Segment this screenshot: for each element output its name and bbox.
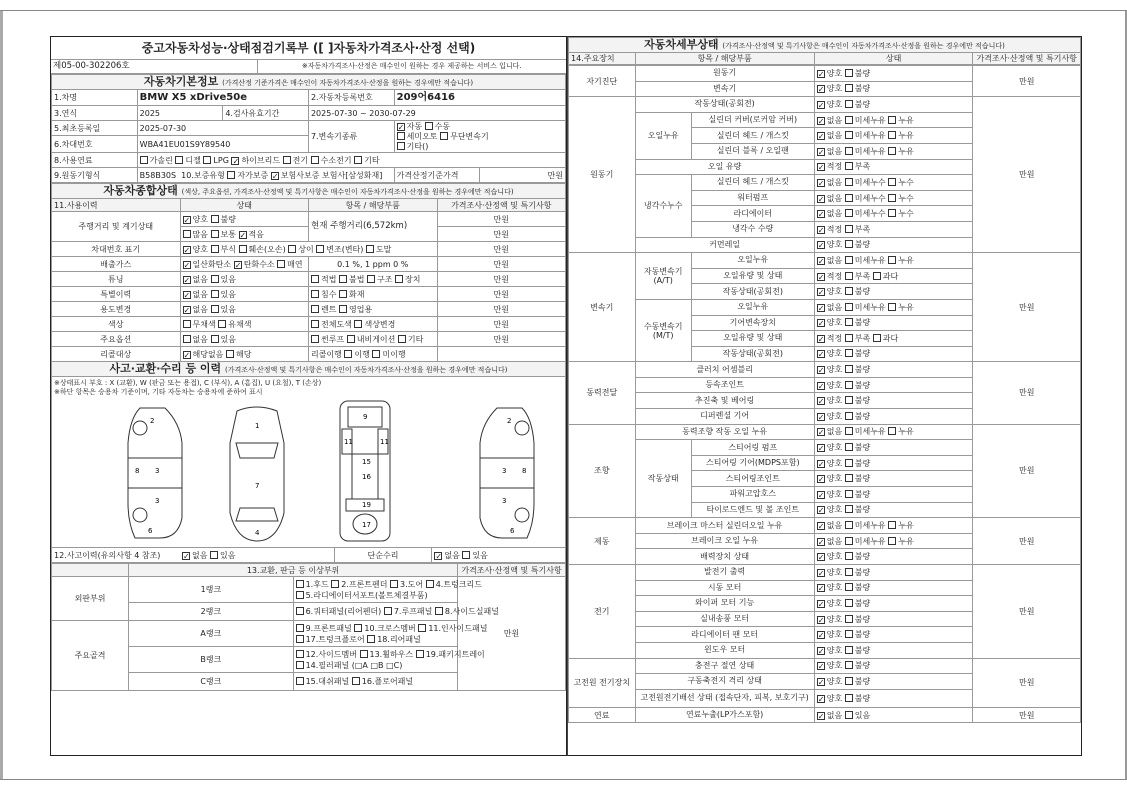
status-options: ✓ 없음 미세누유 누유	[814, 112, 973, 128]
recall-items: 리콜이행 이행 미이행	[309, 347, 438, 362]
accident-table	[51, 547, 566, 563]
options-items: 썬루프 내비게이션 기타	[309, 332, 438, 347]
part-name: 실린더 블록 / 오일팬	[691, 143, 814, 159]
label-year: 3.연식	[52, 106, 138, 121]
summary-header: 자동차종합상태 (색상, 주요옵션, 가격조사·산정액 및 특기사항은 매수인이 자동차가격조사·산정을 원하는 경우에만 적습니다)	[52, 184, 566, 199]
car-frame-diagram	[330, 399, 400, 544]
part-name: 디퍼렌셜 기어	[635, 409, 814, 425]
special-items: 침수 화재	[309, 287, 438, 302]
basic-info-header	[52, 75, 566, 90]
col-device: 14.주요장치	[569, 53, 636, 65]
part-name: 커먼레일	[635, 237, 814, 253]
status-options: ✓ 양호 불량	[814, 642, 973, 658]
sub-group: 수동변속기 (M/T)	[635, 299, 691, 361]
part-name: 연료누출(LP가스포함)	[635, 707, 814, 723]
device-group: 자기진단	[569, 66, 636, 97]
status-options: ✓ 양호 불량	[814, 627, 973, 643]
device-group: 고전원 전기장치	[569, 658, 636, 707]
detail-body	[568, 65, 1081, 723]
detail-price: 만원	[973, 424, 1081, 518]
label-engine: 9.원동기형식	[52, 168, 138, 183]
row-special: 특별이력	[52, 287, 181, 302]
usage-items: 렌트 영업용	[309, 302, 438, 317]
svg-text:3: 3	[155, 467, 160, 475]
part-name: 스티어링조인트	[691, 471, 814, 487]
col-state: 상태	[180, 199, 309, 212]
label-reg-no: 2.자동차등록번호	[308, 90, 394, 106]
part-name: 실린더 헤드 / 개스킷	[691, 128, 814, 144]
svg-text:17: 17	[362, 521, 371, 529]
svg-text:1: 1	[255, 422, 260, 430]
price-cell: 만원	[437, 272, 566, 287]
svg-text:8: 8	[522, 467, 527, 475]
status-options: ✓ 적정 부족	[814, 221, 973, 237]
summary-table	[51, 183, 566, 377]
price-cell: 만원	[437, 227, 566, 242]
status-options: ✓ 없음 미세누유 누유	[814, 143, 973, 159]
status-options: ✓ 양호 불량	[814, 97, 973, 113]
sub-group: 냉각수누수	[635, 175, 691, 237]
tuning-state: ✓ 없음 있음	[180, 272, 309, 287]
price-cell: 만원	[437, 212, 566, 227]
special-state: ✓ 없음 있음	[180, 287, 309, 302]
col-item: 항목 / 해당부품	[309, 199, 438, 212]
part-name: 실린더 헤드 / 개스킷	[691, 175, 814, 191]
label-transmission: 7.변속기종류	[308, 121, 394, 153]
part-name: 오일유량 및 상태	[691, 331, 814, 347]
label-base-price: 가격산정기준가격	[394, 168, 480, 183]
detail-price: 만원	[973, 253, 1081, 362]
status-options: ✓ 없음 미세누유 누유	[814, 253, 973, 269]
label-car-name: 1.차명	[52, 90, 138, 106]
status-options: ✓ 양호 불량	[814, 409, 973, 425]
price-cell: 만원	[437, 302, 566, 317]
part-name: 변속기	[635, 81, 814, 97]
basic-info-table	[51, 74, 566, 183]
part-name: 작동상태(공회전)	[691, 284, 814, 300]
svg-text:3: 3	[502, 497, 507, 505]
doc-number: 제05-00-302206호	[51, 60, 257, 74]
part-name: 시동 모터	[635, 580, 814, 596]
device-group: 조향	[569, 424, 636, 518]
status-options: ✓ 양호 불량	[814, 393, 973, 409]
status-options: ✓ 양호 불량	[814, 362, 973, 378]
part-name: 오일유량 및 상태	[691, 268, 814, 284]
part-name: 오일누유	[691, 299, 814, 315]
status-options: ✓ 양호 불량	[814, 315, 973, 331]
row-odometer: 주행거리 및 계기상태	[52, 212, 181, 242]
status-options: ✓ 없음 미세누유 누유	[814, 128, 973, 144]
row-emission: 배출가스	[52, 257, 181, 272]
row-recall: 리콜대상	[52, 347, 181, 362]
main-frame: 주요골격	[52, 621, 129, 691]
detail-price: 만원	[973, 362, 1081, 424]
base-price: 만원	[480, 168, 566, 183]
doc-note: ※자동차가격조사·산정은 매수인이 원하는 경우 제공하는 서비스 입니다.	[257, 60, 566, 74]
accident-label: 12.사고이력(유의사항 4 참조)	[52, 548, 181, 563]
tuning-items: 적법 불법 구조 장치	[309, 272, 438, 287]
svg-text:7: 7	[255, 482, 260, 490]
svg-text:2: 2	[150, 417, 155, 425]
rank-c: C랭크	[129, 673, 293, 691]
svg-text:11: 11	[344, 438, 353, 446]
part-name: 배력장치 상태	[635, 549, 814, 565]
engine-warranty: B58B30S 10.보증유형 자가보증 ✓ 보험사보증 보험사[삼성화재]	[137, 168, 394, 183]
status-options: ✓ 양호 불량	[814, 440, 973, 456]
device-group: 동력전달	[569, 362, 636, 424]
part-name: 파워고압호스	[691, 487, 814, 503]
vin: WBA41EU01S9Y89540	[137, 136, 308, 153]
part-name: 실내송풍 모터	[635, 611, 814, 627]
color-items: 전체도색 색상변경	[309, 317, 438, 332]
status-options: ✓ 없음 미세누유 누유	[814, 424, 973, 440]
part-name: 고전원전기배선 상태 (접속단자, 피복, 보호기구)	[635, 689, 814, 707]
status-options: ✓ 양호 불량	[814, 455, 973, 471]
part-name: 구동축전지 격리 상태	[635, 674, 814, 690]
price-cell: 만원	[437, 317, 566, 332]
status-options: ✓ 양호 불량	[814, 66, 973, 82]
car-side-right-diagram	[472, 403, 542, 543]
part-name: 오일누유	[691, 253, 814, 269]
rank-c-items: 15.대쉬패널 16.플로어패널	[293, 673, 457, 691]
status-options: ✓ 양호 불량	[814, 689, 973, 707]
rank-a-items: 9.프론트패널 10.크로스멤버 11.인사이드패널 17.트렁크플로어 18.리어패널	[293, 621, 457, 647]
status-options: ✓ 적정 부족 과다	[814, 268, 973, 284]
label-vin: 6.차대번호	[52, 136, 138, 153]
status-options: ✓ 양호 불량	[814, 487, 973, 503]
repair-label: 단순수리	[334, 548, 432, 563]
status-options: ✓ 적정 부족	[814, 159, 973, 175]
part-name: 브레이크 오일 누유	[635, 533, 814, 549]
detail-price: 만원	[973, 565, 1081, 659]
detail-table	[568, 37, 1081, 65]
rank-1: 1랭크	[129, 577, 293, 603]
status-options: ✓ 없음 미세누유 누유	[814, 533, 973, 549]
part-name: 타이로드엔드 및 볼 조인트	[691, 502, 814, 518]
detail-price: 만원	[973, 707, 1081, 723]
part-name: 충전구 절연 상태	[635, 658, 814, 674]
first-reg-date: 2025-07-30	[137, 121, 308, 136]
sub-group: 오일누유	[635, 112, 691, 159]
part-name: 스티어링 기어(MDPS포함)	[691, 455, 814, 471]
rank-a: A랭크	[129, 621, 293, 647]
status-options: ✓ 양호 불량	[814, 658, 973, 674]
sub-group: 자동변속기 (A/T)	[635, 253, 691, 300]
svg-text:15: 15	[362, 458, 371, 466]
status-options: ✓ 양호 불량	[814, 549, 973, 565]
detail-price: 만원	[973, 97, 1081, 253]
part-name: 실린더 커버(로커암 커버)	[691, 112, 814, 128]
options-state: 없음 있음	[180, 332, 309, 347]
part-name: 기어변속장치	[691, 315, 814, 331]
rank-b: B랭크	[129, 647, 293, 673]
svg-text:8: 8	[135, 467, 140, 475]
legend	[52, 377, 565, 399]
parts-header: 13.교환, 판금 등 이상부위	[129, 564, 458, 577]
vin-mark-state: ✓ 양호 부식 훼손(오손) 상이 변조(변타) 도말	[180, 242, 437, 257]
part-name: 클러치 어셈블리	[635, 362, 814, 378]
price-cell: 만원	[437, 287, 566, 302]
emission-values: 0.1 %, 1 ppm 0 %	[309, 257, 438, 272]
part-name: 윈도우 모터	[635, 642, 814, 658]
status-options: ✓ 없음 미세누유 누유	[814, 518, 973, 534]
col-price: 가격조사·산정액 및 특기사항	[437, 199, 566, 212]
status-options: ✓ 양호 불량	[814, 81, 973, 97]
car-name: BMW X5 xDrive50e	[137, 90, 308, 106]
device-group: 변속기	[569, 253, 636, 362]
price-cell	[437, 347, 566, 362]
status-options: ✓ 양호 불량	[814, 502, 973, 518]
mileage-state: 많음 보통 ✓ 적음	[180, 227, 309, 242]
svg-text:3: 3	[155, 497, 160, 505]
status-options: ✓ 없음 있음	[814, 707, 973, 723]
status-options: ✓ 양호 불량	[814, 580, 973, 596]
color-state: 무채색 유채색	[180, 317, 309, 332]
price-cell: 만원	[437, 242, 566, 257]
part-name: 작동상태(공회전)	[691, 346, 814, 362]
status-options: ✓ 적정 부족 과다	[814, 331, 973, 347]
detail-price: 만원	[973, 66, 1081, 97]
doc-number-row	[51, 59, 566, 74]
sub-group: 작동상태	[635, 440, 691, 518]
row-usage-change: 용도변경	[52, 302, 181, 317]
transmission-options: ✓ 자동 수동 세미오토 무단변속기 기타()	[394, 121, 565, 153]
row-color: 색상	[52, 317, 181, 332]
right-page	[567, 36, 1082, 756]
model-year: 2025	[137, 106, 223, 121]
svg-text:6: 6	[148, 527, 153, 535]
outer-parts: 외판부위	[52, 577, 129, 621]
part-name: 브레이크 마스터 실린더오일 누유	[635, 518, 814, 534]
price-cell: 만원	[437, 332, 566, 347]
device-group: 연료	[569, 707, 636, 723]
status-options: ✓ 양호 불량	[814, 611, 973, 627]
label-inspection: 4.검사유효기간	[223, 106, 309, 121]
part-name: 와이퍼 모터 기능	[635, 596, 814, 612]
col-use: 11.사용이력	[52, 199, 181, 212]
accident-state: ✓ 없음 있음	[180, 548, 334, 563]
detail-price: 만원	[973, 658, 1081, 707]
col-part: 항목 / 해당부품	[635, 53, 814, 65]
part-name: 냉각수 수량	[691, 221, 814, 237]
car-top-diagram	[222, 403, 292, 543]
col-price: 가격조사·산정액 및 특기사항	[973, 53, 1081, 65]
status-options: ✓ 없음 미세누수 누수	[814, 190, 973, 206]
detail-header: 자동차세부상태 (가격조사·산정액 및 특기사항은 매수인이 자동차가격조사·산정을 원하는 경우에만 적습니다)	[569, 38, 1081, 53]
rank-2: 2랭크	[129, 603, 293, 621]
fuel-options: 가솔린 디젤 LPG ✓ 하이브리드 전기 수소전기 기타	[137, 153, 565, 168]
parts-table	[51, 563, 566, 691]
parts-price: 만원	[458, 577, 566, 691]
rank-1-items: 1.후드 2.프론트펜더 3.도어 4.트렁크리드 5.라디에이터서포트(볼트체결부품)	[293, 577, 457, 603]
recall-state: ✓ 해당없음 해당	[180, 347, 309, 362]
repair-state: ✓ 없음 있음	[432, 548, 566, 563]
status-options: ✓ 양호 불량	[814, 377, 973, 393]
legend-symbols: ※상태표시 부호 : X (교환), W (판금 또는 용접), C (부식), A (흠집), U (요철), T (손상)	[54, 379, 322, 387]
status-options: ✓ 없음 미세누수 누수	[814, 206, 973, 222]
part-name: 원동기	[635, 66, 814, 82]
status-options: ✓ 양호 불량	[814, 674, 973, 690]
svg-text:3: 3	[502, 467, 507, 475]
form-title: 중고자동차성능·상태점검기록부 ([ ]자동차가격조사·산정 선택)	[141, 41, 476, 55]
status-options: ✓ 양호 불량	[814, 565, 973, 581]
part-name: 라디에이터	[691, 206, 814, 222]
car-side-left-diagram	[120, 403, 190, 543]
status-options: ✓ 양호 불량	[814, 284, 973, 300]
device-group: 원동기	[569, 97, 636, 253]
svg-text:2: 2	[507, 417, 512, 425]
basic-info-title: 자동차기본정보	[143, 74, 219, 88]
svg-text:9: 9	[363, 413, 368, 421]
odo-state: ✓ 양호 불량	[180, 212, 309, 227]
status-options: ✓ 양호 불량	[814, 596, 973, 612]
device-group: 전기	[569, 565, 636, 659]
parts-price-header: 가격조사·산정액 및 특기사항	[458, 564, 566, 577]
part-name: 스티어링 펌프	[691, 440, 814, 456]
status-options: ✓ 양호 불량	[814, 237, 973, 253]
part-name: 라디에이터 팬 모터	[635, 627, 814, 643]
price-cell: 만원	[437, 257, 566, 272]
row-vin-mark: 차대번호 표기	[52, 242, 181, 257]
status-options: ✓ 없음 미세누유 누유	[814, 299, 973, 315]
emission-state: ✓ 일산화탄소 ✓ 탄화수소 매연	[180, 257, 309, 272]
rank-2-items: 6.쿼터패널(리어펜더) 7.루프패널 8.사이드실패널	[293, 603, 457, 621]
svg-text:16: 16	[362, 473, 371, 481]
row-options: 주요옵션	[52, 332, 181, 347]
part-name: 동력조향 작동 오일 누유	[635, 424, 814, 440]
car-diagram-area	[51, 377, 566, 547]
accident-header: 사고·교환·수리 등 이력 (가격조사·산정액 및 특기사항은 매수인이 자동차가격조사·산정을 원하는 경우에만 적습니다)	[52, 362, 566, 377]
reg-number: 209어6416	[394, 90, 565, 106]
legend-note: ※하단 항목은 승용차 기준이며, 기타 자동차는 승용차에 준하여 표시	[54, 388, 263, 396]
row-tuning: 튜닝	[52, 272, 181, 287]
svg-text:19: 19	[362, 501, 371, 509]
label-fuel: 8.사용연료	[52, 153, 138, 168]
device-group: 제동	[569, 518, 636, 565]
status-options: ✓ 양호 불량	[814, 346, 973, 362]
rank-b-items: 12.사이드멤버 13.휠하우스 19.패키지트레이 14.필러패널 (□A □B □C)	[293, 647, 457, 673]
col-status: 상태	[814, 53, 973, 65]
basic-info-note: (가격산정 기준가격은 매수인이 자동차가격조사·산정을 원하는 경우에만 적습니다)	[222, 78, 474, 87]
svg-text:11: 11	[380, 438, 389, 446]
current-mileage: 현재 주행거리(6,572km)	[309, 212, 438, 242]
svg-text:4: 4	[255, 529, 260, 537]
left-page	[50, 36, 567, 756]
status-options: ✓ 양호 불량	[814, 471, 973, 487]
part-name: 발전기 출력	[635, 565, 814, 581]
svg-text:6: 6	[510, 527, 515, 535]
part-name: 작동상태(공회전)	[635, 97, 814, 113]
label-first-reg: 5.최초등록일	[52, 121, 138, 136]
inspection-period: 2025-07-30 ~ 2030-07-29	[308, 106, 565, 121]
usage-state: ✓ 없음 있음	[180, 302, 309, 317]
part-name: 오일 유량	[635, 159, 814, 175]
part-name: 추진축 및 베어링	[635, 393, 814, 409]
part-name: 등속조인트	[635, 377, 814, 393]
detail-price: 만원	[973, 518, 1081, 565]
part-name: 워터펌프	[691, 190, 814, 206]
status-options: ✓ 없음 미세누수 누수	[814, 175, 973, 191]
